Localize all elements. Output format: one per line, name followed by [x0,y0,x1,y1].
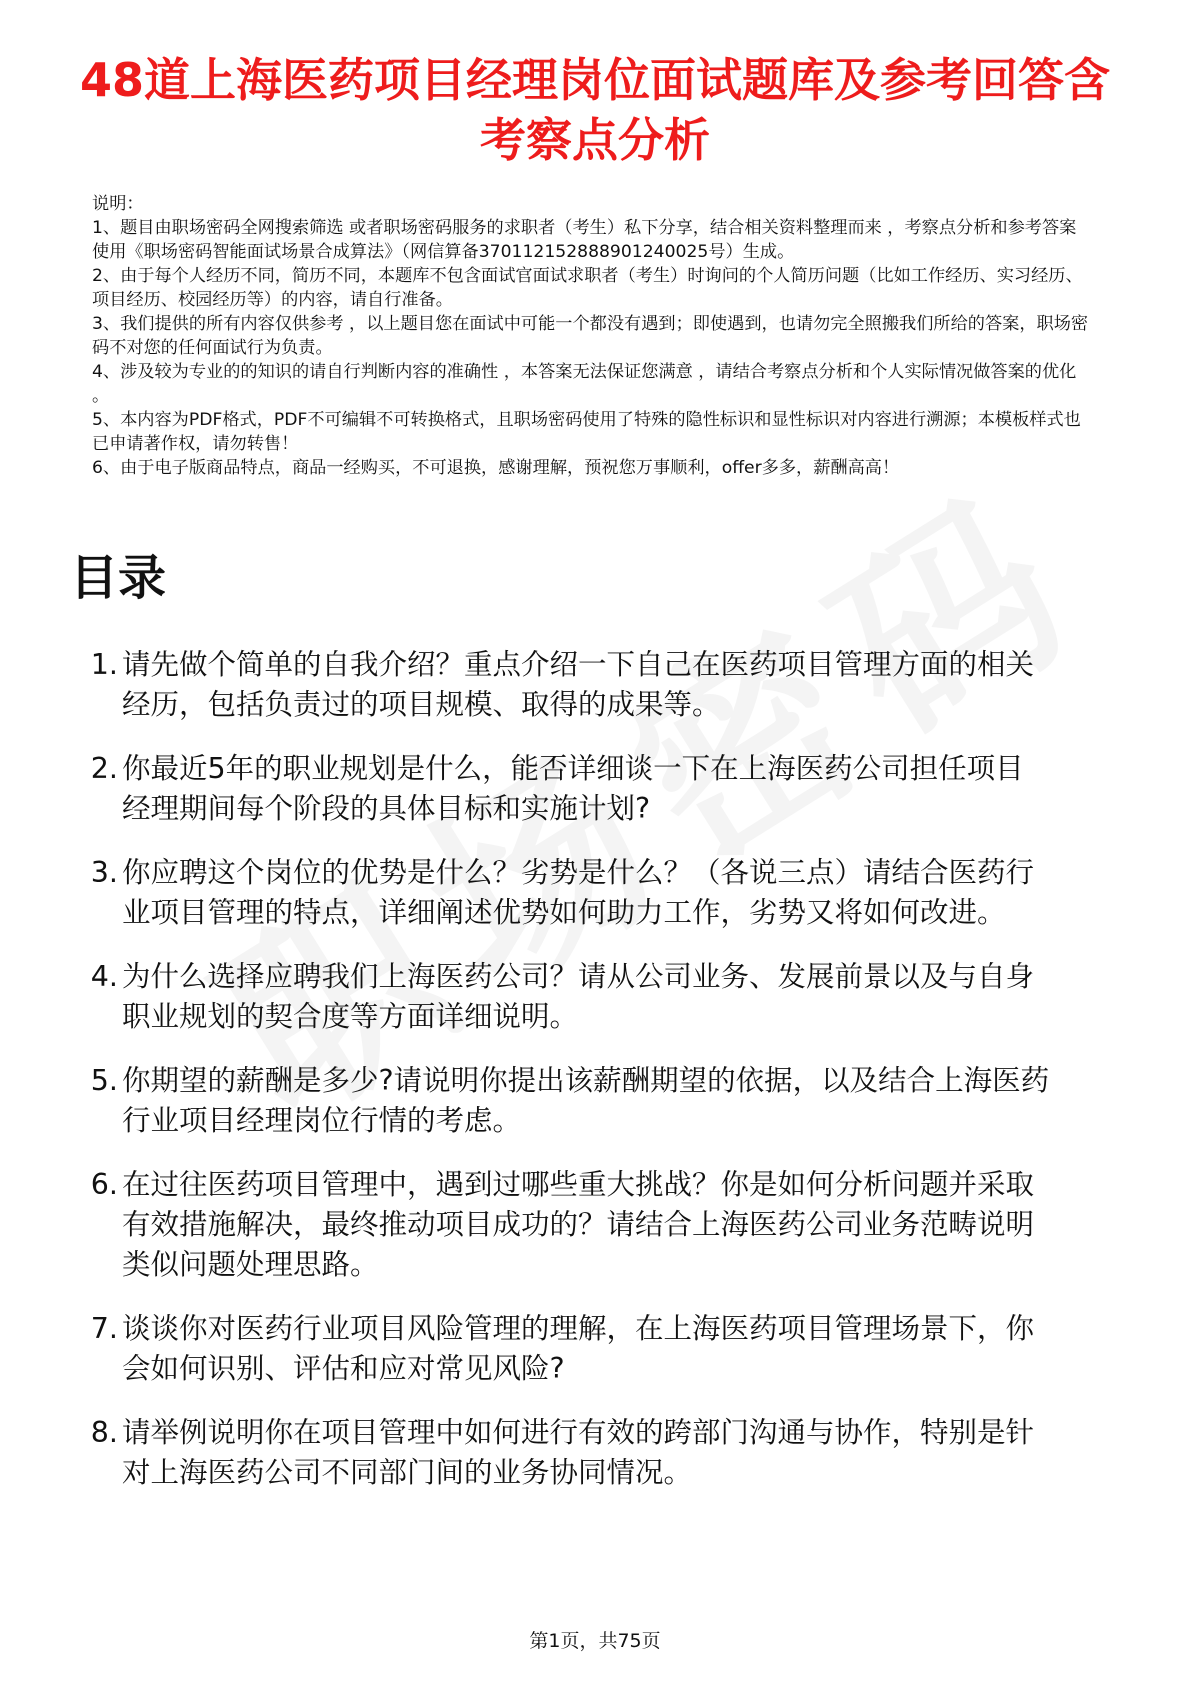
note-item: 6、由于电子版商品特点，商品一经购买，不可退换，感谢理解，预祝您万事顺利，offer多多，薪酬高高！ [92,458,900,478]
toc-item[interactable] [70,645,1050,725]
toc-heading: 目录 [70,550,167,606]
page-footer: 第1页，共75页 [529,1630,661,1652]
toc-item-number: 5. [90,1064,118,1097]
toc-item[interactable] [70,957,1050,1037]
toc-item-number: 8. [90,1416,118,1449]
toc-item[interactable] [70,853,1050,933]
note-item: 4、涉及较为专业的的知识的请自行判断内容的准确性 ，本答案无法保证您满意 ，请结合考察点分析和个人实际情况做答案的优化 。 [92,362,1077,406]
toc-item[interactable] [70,1165,1050,1285]
page-title: 48道上海医药项目经理岗位面试题库及参考回答含考察点分析 [79,53,1110,167]
toc-item-text[interactable]: 你最近5年的职业规划是什么，能否详细谈一下在上海医药公司担任项目经理期间每个阶段的具体目标和实施计划? [122,752,1024,825]
toc-item[interactable] [70,1413,1050,1493]
note-item: 2、由于每个人经历不同，简历不同，本题库不包含面试官面试求职者（考生）时询问的个人简历问题（比如工作经历、实习经历、项目经历、校园经历等）的内容，请自行准备。 [92,266,1083,310]
toc-item[interactable] [70,749,1050,829]
toc-item-number: 1. [90,648,118,681]
toc-item-number: 2. [90,752,118,785]
toc-item-text[interactable]: 请先做个简单的自我介绍？重点介绍一下自己在医药项目管理方面的相关经历，包括负责过的项目规模、取得的成果等。 [122,648,1035,721]
notes-label: 说明： [92,194,144,214]
toc-item[interactable] [70,1061,1050,1141]
toc-item-number: 4. [90,960,118,993]
toc-item-text[interactable]: 你应聘这个岗位的优势是什么？劣势是什么？（各说三点）请结合医药行业项目管理的特点，详细阐述优势如何助力工作，劣势又将如何改进。 [122,856,1035,929]
toc-item-text[interactable]: 在过往医药项目管理中，遇到过哪些重大挑战？你是如何分析问题并采取有效措施解决，最终推动项目成功的？请结合上海医药公司业务范畴说明类似问题处理思路。 [122,1168,1035,1281]
note-item: 1、题目由职场密码全网搜索筛选 或者职场密码服务的求职者（考生）私下分享，结合相关资料整理而来 ，考察点分析和参考答案使用《职场密码智能面试场景合成算法》（网信算备370112152888901240025号）生成。 [92,218,1077,262]
notes-section [92,192,1092,480]
toc-item-text[interactable]: 你期望的薪酬是多少?请说明你提出该薪酬期望的依据，以及结合上海医药行业项目经理岗位行情的考虑。 [122,1064,1050,1137]
toc-item-text[interactable]: 为什么选择应聘我们上海医药公司？请从公司业务、发展前景以及与自身职业规划的契合度等方面详细说明。 [122,960,1035,1033]
toc-item-number: 7. [90,1312,118,1345]
toc-item-text[interactable]: 请举例说明你在项目管理中如何进行有效的跨部门沟通与协作，特别是针对上海医药公司不同部门间的业务协同情况。 [122,1416,1035,1489]
toc-item-number: 6. [90,1168,118,1201]
toc-item-number: 3. [90,856,118,889]
note-item: 3、我们提供的所有内容仅供参考 ，以上题目您在面试中可能一个都没有遇到；即使遇到，也请勿完全照搬我们所给的答案，职场密码不对您的任何面试行为负责。 [92,314,1089,358]
toc-list [70,645,1050,1493]
toc-item[interactable] [70,1309,1050,1389]
toc-item-text[interactable]: 谈谈你对医药行业项目风险管理的理解，在上海医药项目管理场景下，你会如何识别、评估和应对常见风险? [122,1312,1035,1385]
note-item: 5、本内容为PDF格式，PDF不可编辑不可转换格式，且职场密码使用了特殊的隐性标识和显性标识对内容进行溯源；本模板样式也已申请著作权，请勿转售！ [92,410,1081,454]
